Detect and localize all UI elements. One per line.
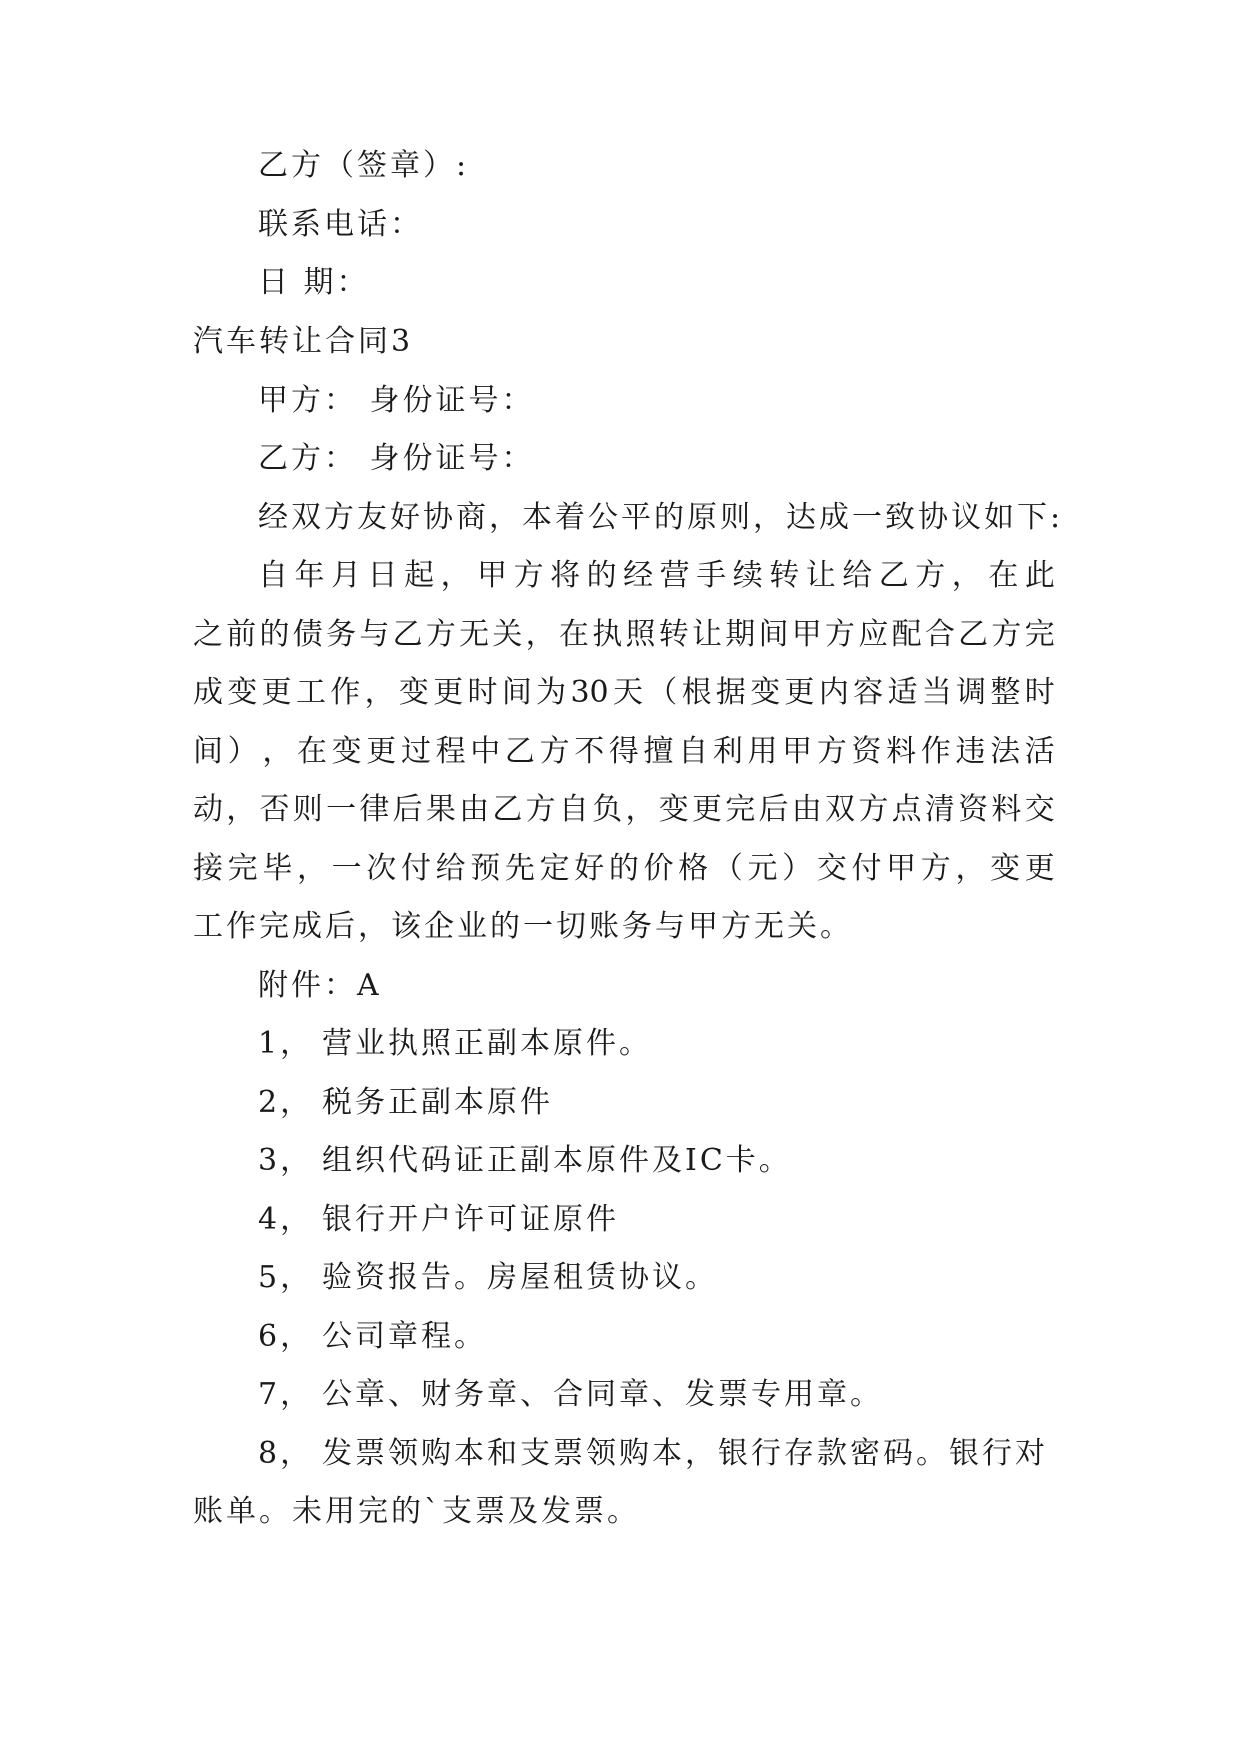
body-char: 内: [818, 675, 849, 710]
body-char: 起: [404, 558, 435, 593]
body-char: ，: [951, 558, 982, 593]
attachment-item: [258, 1434, 1048, 1474]
party-b-line: 乙方： 身份证号：: [258, 441, 535, 476]
body-char: 交: [1024, 792, 1055, 827]
body-char: 乙: [958, 617, 989, 652]
attachment-item: [258, 1317, 487, 1357]
attachment-text: 组织代码证正副本原件及IC卡。: [322, 1143, 792, 1178]
body-char: 作: [330, 675, 361, 710]
body-char: 日: [367, 558, 398, 593]
body-char: 乙: [392, 617, 423, 652]
body-char: 更: [784, 675, 815, 710]
body-char: 违: [955, 734, 986, 769]
body-char: ，: [440, 558, 471, 593]
body-char: 变: [750, 675, 781, 710]
body-char: 务: [326, 617, 357, 652]
body-char: 根: [681, 675, 712, 710]
body-char: 次: [366, 851, 397, 886]
body-char: 一: [326, 792, 357, 827]
body-char: 照: [625, 617, 656, 652]
body-char: 当: [921, 675, 952, 710]
attachment-last-line: 账单。未用完的`支票及发票。: [193, 1494, 640, 1529]
body-char: 关: [492, 617, 523, 652]
body-char: 年: [294, 558, 325, 593]
body-char: 由: [459, 792, 490, 827]
attachment-number: 7，: [258, 1377, 314, 1412]
body-char: 续: [732, 558, 763, 593]
body-char: 交: [816, 851, 847, 886]
body-char: 让: [805, 558, 836, 593]
body-char: 得: [608, 734, 639, 769]
body-line: [193, 849, 1055, 889]
body-char: 30: [570, 675, 609, 710]
body-char: 方: [513, 558, 544, 593]
body-char: 间: [501, 675, 532, 710]
body-char: 方: [525, 792, 556, 827]
body-char: 先: [504, 851, 535, 886]
body-char: 整: [990, 675, 1021, 710]
attachment-number: 1，: [258, 1026, 314, 1061]
body-char: 间: [758, 617, 789, 652]
body-char: 付: [851, 851, 882, 886]
attachment-number: 6，: [258, 1319, 314, 1354]
attachment-text: 公司章程。: [322, 1319, 487, 1354]
body-char: 转: [769, 558, 800, 593]
body-char: ，: [955, 851, 986, 886]
body-char: 前: [226, 617, 257, 652]
body-char: ，: [296, 851, 327, 886]
body-char: 双: [825, 792, 856, 827]
body-char: 时: [467, 675, 498, 710]
body-char: 自: [558, 792, 589, 827]
body-char: 作: [920, 734, 951, 769]
body-line: [193, 790, 1055, 830]
attachment-text: 验资报告。房屋租赁协议。: [322, 1260, 718, 1295]
body-char: ，: [364, 675, 395, 710]
body-char: 在: [988, 558, 1019, 593]
body-char: 变: [658, 792, 689, 827]
body-char: 的: [586, 558, 617, 593]
body-char: 付: [400, 851, 431, 886]
body-char: 则: [292, 792, 323, 827]
body-char: 用: [747, 734, 778, 769]
body-char: ）: [227, 734, 258, 769]
body-char: 无: [459, 617, 490, 652]
attachment-label: 附件：A: [258, 968, 382, 1003]
body-char: 料: [991, 792, 1022, 827]
attachment-number: 3，: [258, 1143, 314, 1178]
body-char: 时: [1024, 675, 1055, 710]
body-char: 乙: [878, 558, 909, 593]
body-char: 天: [612, 675, 643, 710]
body-char: 毕: [262, 851, 293, 886]
body-char: ）: [782, 851, 813, 886]
body-char: 方: [425, 617, 456, 652]
body-char: 方: [816, 734, 847, 769]
body-char: 之: [193, 617, 223, 652]
attachment-number: 5，: [258, 1260, 314, 1295]
body-char: ，: [525, 617, 556, 652]
body-line: [193, 673, 1055, 713]
attachment-item: [258, 1200, 619, 1240]
body-char: ，: [625, 792, 656, 827]
body-char: 接: [193, 851, 223, 886]
body-char: 清: [924, 792, 955, 827]
body-line: [258, 556, 1055, 596]
body-char: 否: [259, 792, 290, 827]
party-a-line: 甲方： 身份证号：: [258, 383, 535, 418]
body-char: 中: [470, 734, 501, 769]
attachment-number: 2，: [258, 1085, 314, 1120]
body-char: 变: [398, 675, 429, 710]
body-char: 调: [956, 675, 987, 710]
body-char: 给: [842, 558, 873, 593]
body-char: 变: [990, 851, 1021, 886]
body-char: 在: [558, 617, 589, 652]
body-char: 擅: [643, 734, 674, 769]
attachment-item: [258, 1258, 718, 1298]
body-char: 完: [725, 792, 756, 827]
attachment-text: 税务正副本原件: [322, 1085, 553, 1120]
body-char: 让: [691, 617, 722, 652]
contract-title: 汽车转让合同3: [193, 324, 414, 359]
body-char: 的: [608, 851, 639, 886]
body-char: 预: [470, 851, 501, 886]
body-char: 方: [915, 558, 946, 593]
body-char: 自: [678, 734, 709, 769]
body-line: [193, 615, 1055, 655]
body-char: 活: [1024, 734, 1055, 769]
body-char: ，: [262, 734, 293, 769]
body-char: 与: [359, 617, 390, 652]
body-char: 为: [536, 675, 567, 710]
body-char: 在: [296, 734, 327, 769]
body-char: 债: [292, 617, 323, 652]
body-char: 期: [725, 617, 756, 652]
body-char: 此: [1024, 558, 1055, 593]
body-char: 更: [366, 734, 397, 769]
body-last-line: 工作完成后，该企业的一切账务与甲方无关。: [193, 909, 853, 944]
body-char: 后: [758, 792, 789, 827]
body-char: 果: [425, 792, 456, 827]
body-char: 间: [193, 734, 223, 769]
body-char: ，: [226, 792, 257, 827]
body-char: 方: [539, 734, 570, 769]
attachment-text: 公章、财务章、合同章、发票专用章。: [322, 1377, 883, 1412]
body-char: 应: [858, 617, 889, 652]
body-char: 方: [858, 792, 889, 827]
body-char: 配: [891, 617, 922, 652]
body-char: 成: [193, 675, 223, 710]
attachment-item: [258, 1083, 553, 1123]
body-char: 经: [623, 558, 654, 593]
attachment-item: [258, 1024, 652, 1064]
body-char: 月: [331, 558, 362, 593]
body-char: 甲: [791, 617, 822, 652]
intro-paragraph: 经双方友好协商，本着公平的原则，达成一致协议如下:: [258, 500, 1064, 535]
body-char: 执: [592, 617, 623, 652]
body-char: 转: [658, 617, 689, 652]
attachment-text: 营业执照正副本原件。: [322, 1026, 652, 1061]
body-line: [193, 732, 1055, 772]
body-char: 点: [891, 792, 922, 827]
body-char: 甲: [886, 851, 917, 886]
body-char: 格: [678, 851, 709, 886]
body-char: 乙: [492, 792, 523, 827]
body-char: 一: [331, 851, 362, 886]
body-char: 完: [1024, 617, 1055, 652]
body-char: 甲: [782, 734, 813, 769]
body-char: 更: [1024, 851, 1055, 886]
body-char: 过: [400, 734, 431, 769]
body-char: 不: [574, 734, 605, 769]
body-char: 容: [853, 675, 884, 710]
body-char: 手: [696, 558, 727, 593]
body-char: 甲: [477, 558, 508, 593]
body-char: 好: [574, 851, 605, 886]
body-char: 完: [227, 851, 258, 886]
body-char: 料: [886, 734, 917, 769]
body-char: 利: [712, 734, 743, 769]
attachment-text: 银行开户许可证原件: [322, 1202, 619, 1237]
body-char: 方: [825, 617, 856, 652]
attachment-item: [258, 1375, 883, 1415]
body-char: 工: [295, 675, 326, 710]
body-char: 更: [433, 675, 464, 710]
body-char: 的: [259, 617, 290, 652]
body-char: 适: [887, 675, 918, 710]
body-char: 价: [643, 851, 674, 886]
body-char: （: [647, 675, 678, 710]
party-b-signature-line: 乙方（签章）:: [258, 148, 470, 183]
body-char: 乙: [504, 734, 535, 769]
attachment-text: 发票领购本和支票领购本，银行存款密码。银行对: [322, 1436, 1048, 1471]
body-char: 方: [991, 617, 1022, 652]
body-char: 据: [715, 675, 746, 710]
body-char: 更: [691, 792, 722, 827]
body-char: 变: [227, 675, 258, 710]
attachment-number: 4，: [258, 1202, 314, 1237]
attachment-item: [258, 1141, 792, 1181]
attachment-number: 8，: [258, 1436, 314, 1471]
body-char: 更: [261, 675, 292, 710]
body-char: 定: [539, 851, 570, 886]
phone-line: 联系电话：: [258, 207, 423, 242]
body-char: 法: [990, 734, 1021, 769]
body-char: 由: [791, 792, 822, 827]
date-line: 日 期：: [258, 265, 370, 300]
body-char: 营: [659, 558, 690, 593]
body-char: 动: [193, 792, 223, 827]
body-char: 合: [924, 617, 955, 652]
body-char: 负: [592, 792, 623, 827]
body-char: 后: [392, 792, 423, 827]
body-char: 元: [747, 851, 778, 886]
body-char: 程: [435, 734, 466, 769]
body-char: （: [712, 851, 743, 886]
body-char: 变: [331, 734, 362, 769]
body-char: 资: [958, 792, 989, 827]
body-char: 律: [359, 792, 390, 827]
body-char: 自: [258, 558, 288, 593]
body-char: 方: [920, 851, 951, 886]
body-char: 资: [851, 734, 882, 769]
body-char: 给: [435, 851, 466, 886]
body-char: 将: [550, 558, 581, 593]
